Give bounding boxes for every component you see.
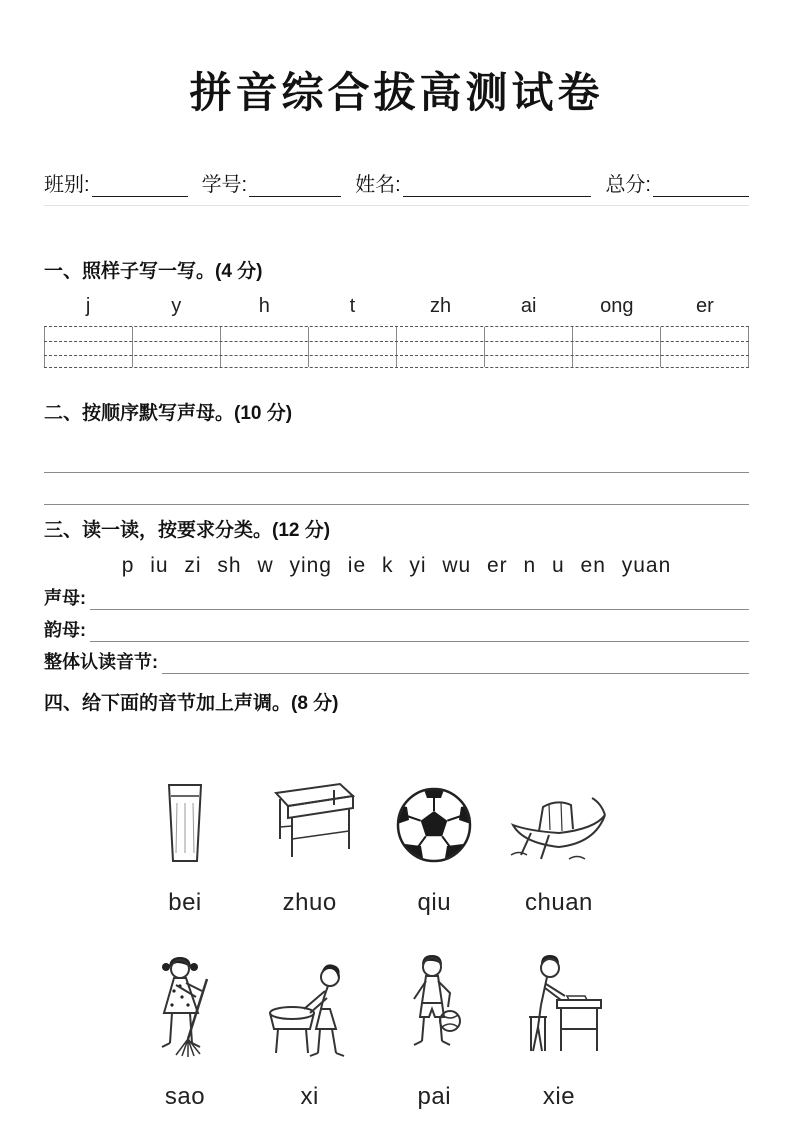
section-write-initials [44, 398, 749, 505]
example-letters-row [44, 295, 749, 318]
class-field [44, 168, 188, 197]
section1-heading: 一、照样子写一写。(4 分) [44, 261, 263, 282]
total-score-field [605, 168, 749, 197]
name-blank [403, 173, 591, 197]
syllable-label: xie [542, 1083, 576, 1110]
answer-blank-line [44, 473, 749, 505]
page-title: 拼音综合拔高测试卷 [189, 69, 604, 116]
boy-bouncing-ball-icon [402, 955, 466, 1059]
whole-recognition-blank [162, 652, 749, 674]
picture-item [132, 761, 238, 917]
desk-icon [262, 761, 358, 865]
boat-icon [507, 761, 611, 865]
class-label: 班别: [44, 174, 90, 196]
section-copy-letters [44, 256, 749, 368]
pinyin-letter: t [349, 295, 356, 317]
grid-dashed-line [44, 355, 749, 356]
writing-cell [485, 327, 573, 367]
initials-label: 声母: [44, 588, 86, 608]
girl-washing-icon [264, 955, 356, 1059]
picture-item [132, 955, 238, 1111]
syllable-label: chuan [525, 889, 593, 916]
pinyin-letter: j [85, 295, 91, 317]
picture-item [506, 761, 612, 917]
syllable-label: xi [300, 1083, 319, 1110]
section-classify [44, 515, 749, 674]
student-info-row [44, 168, 749, 206]
student-number-field [202, 168, 342, 197]
pinyin-letter: ai [520, 295, 537, 317]
writing-cell [133, 327, 221, 367]
syllable-label: sao [164, 1083, 206, 1110]
four-line-writing-grid [44, 326, 749, 368]
writing-cell [221, 327, 309, 367]
class-blank [92, 173, 188, 197]
section-add-tones [44, 688, 749, 1111]
finals-line [44, 618, 749, 642]
writing-cell [397, 327, 485, 367]
picture-item [381, 955, 487, 1111]
initials-line [44, 586, 749, 610]
answer-blank-line [44, 439, 749, 473]
girl-sweeping-icon [149, 955, 221, 1059]
total-score-blank [653, 173, 749, 197]
grid-dashed-line [44, 341, 749, 342]
section4-heading: 四、给下面的音节加上声调。(8 分) [44, 693, 339, 714]
finals-blank [90, 620, 749, 642]
name-label: 姓名: [355, 174, 401, 196]
writing-cell [573, 327, 661, 367]
pinyin-letter: er [696, 295, 714, 317]
pinyin-letter: y [171, 295, 182, 317]
syllable-label: zhuo [282, 889, 337, 916]
syllable-label: pai [417, 1083, 452, 1110]
soccer-ball-icon [394, 761, 474, 865]
writing-grid-cells [44, 327, 749, 367]
syllable-label: qiu [417, 889, 452, 916]
pinyin-letter: ong [600, 295, 634, 317]
pinyin-letter: h [258, 295, 270, 317]
student-number-blank [249, 173, 341, 197]
cup-icon [162, 761, 208, 865]
whole-recognition-line [44, 650, 749, 674]
writing-cell [309, 327, 397, 367]
writing-cell [44, 327, 133, 367]
pinyin-letter: zh [430, 295, 452, 317]
picture-row-1 [132, 761, 612, 917]
syllable-list: p iu zi sh w ying ie k yi wu er n u en yuan [121, 554, 672, 577]
child-writing-icon [513, 955, 605, 1059]
picture-item [506, 955, 612, 1111]
syllable-label: bei [168, 889, 202, 916]
picture-item [257, 761, 363, 917]
whole-recognition-label: 整体认读音节: [44, 652, 158, 672]
student-number-label: 学号: [201, 174, 248, 196]
name-field [355, 168, 591, 197]
total-score-label: 总分: [605, 174, 651, 196]
picture-item [381, 761, 487, 917]
section2-heading: 二、按顺序默写声母。(10 分) [44, 403, 293, 424]
section3-heading: 三、读一读，按要求分类。(12 分) [44, 520, 331, 541]
initials-blank [90, 588, 749, 610]
picture-item [257, 955, 363, 1111]
writing-cell [661, 327, 749, 367]
finals-label: 韵母: [44, 620, 86, 640]
picture-row-2 [132, 955, 612, 1111]
